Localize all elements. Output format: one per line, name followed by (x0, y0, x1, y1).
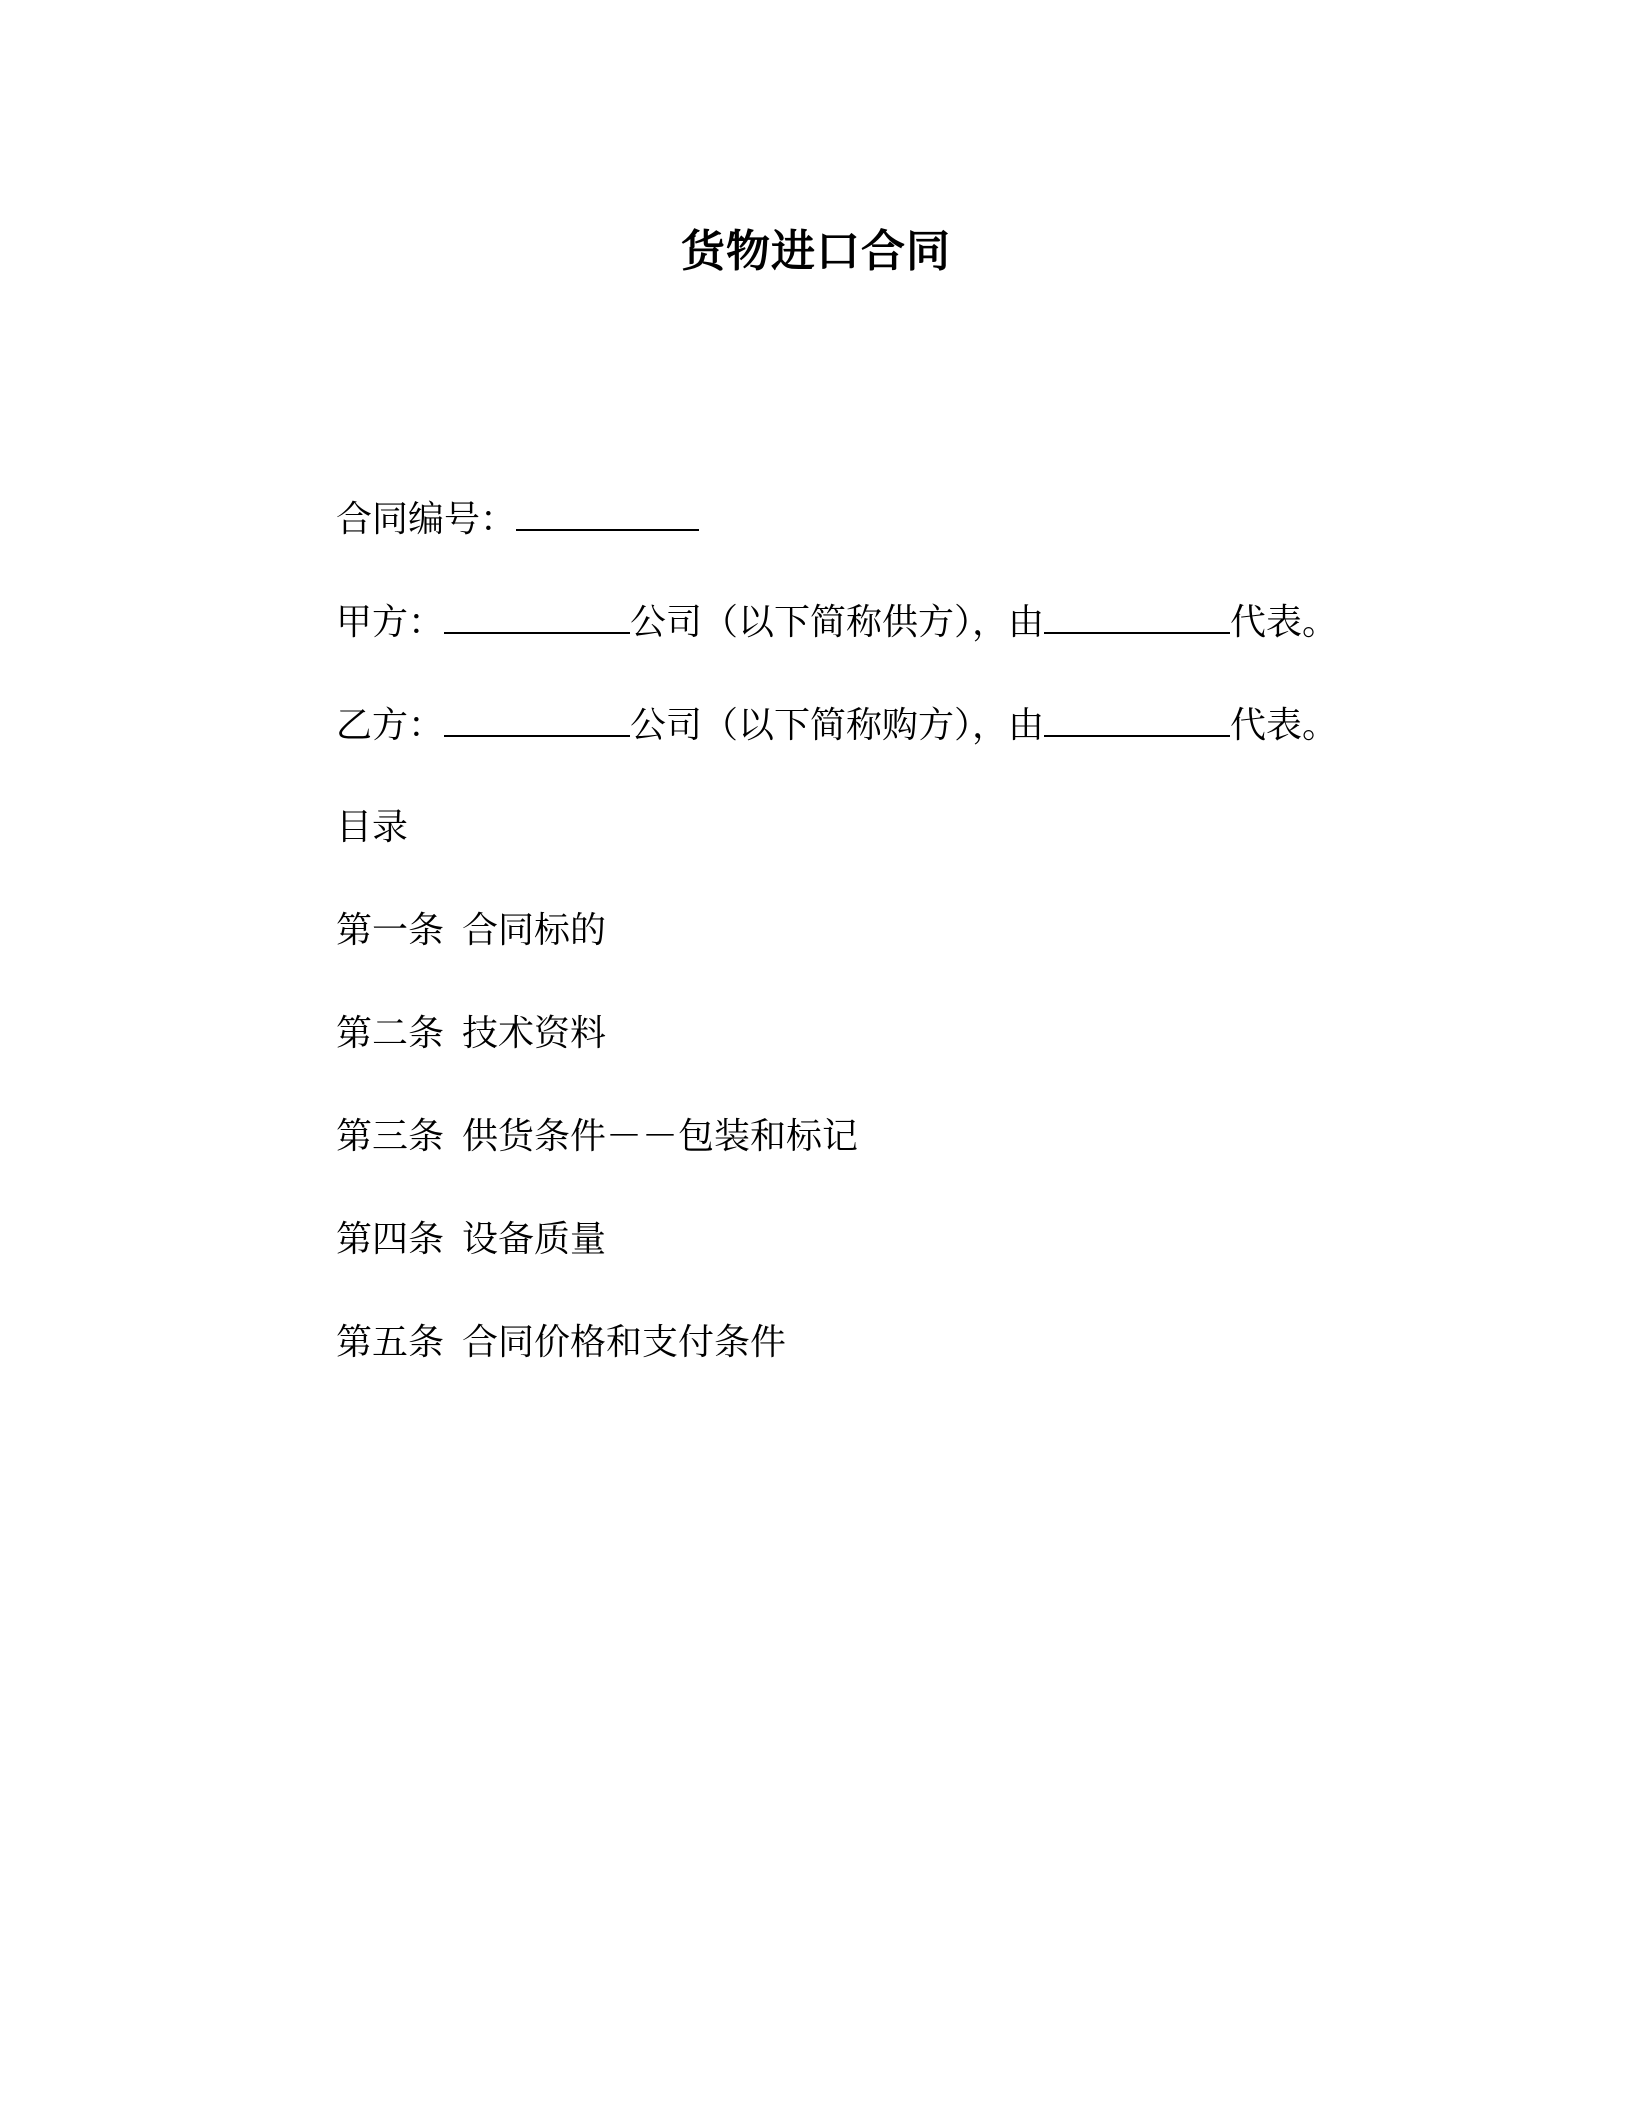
party-b-label: 乙方： (336, 705, 445, 746)
party-b-company-blank (444, 701, 630, 737)
toc-item-text: 合同标的 (462, 910, 607, 951)
toc-item (336, 1113, 858, 1161)
toc-item (336, 1319, 786, 1367)
party-a-end-text: 代表。 (1230, 602, 1339, 643)
toc-item-number: 第一条 (336, 910, 445, 951)
party-b-mid-text: 公司（以下简称购方），由 (630, 705, 1045, 746)
party-a-company-blank (444, 598, 630, 634)
toc-item (336, 907, 606, 955)
toc-item-text: 设备质量 (462, 1219, 607, 1260)
toc-item-text: 技术资料 (462, 1013, 607, 1054)
toc-item (336, 1010, 606, 1058)
toc-item-text: 合同价格和支付条件 (462, 1322, 787, 1363)
party-b-line (336, 701, 1338, 750)
contract-number-line (336, 495, 699, 544)
party-a-mid-text: 公司（以下简称供方），由 (630, 602, 1045, 643)
toc-item-number: 第三条 (336, 1116, 445, 1157)
party-a-label: 甲方： (336, 602, 445, 643)
toc-item (336, 1216, 606, 1264)
toc-item-number: 第二条 (336, 1013, 445, 1054)
toc-item-number: 第五条 (336, 1322, 445, 1363)
contract-number-blank (516, 495, 699, 531)
party-b-end-text: 代表。 (1230, 705, 1339, 746)
toc-heading: 目录 (336, 807, 409, 848)
contract-number-label: 合同编号： (336, 499, 517, 540)
party-a-representative-blank (1044, 598, 1230, 634)
toc-item-number: 第四条 (336, 1219, 445, 1260)
toc-item-text: 供货条件－－包装和标记 (462, 1116, 859, 1157)
document-title: 货物进口合同 (681, 226, 951, 277)
party-b-representative-blank (1044, 701, 1230, 737)
party-a-line (336, 598, 1338, 647)
